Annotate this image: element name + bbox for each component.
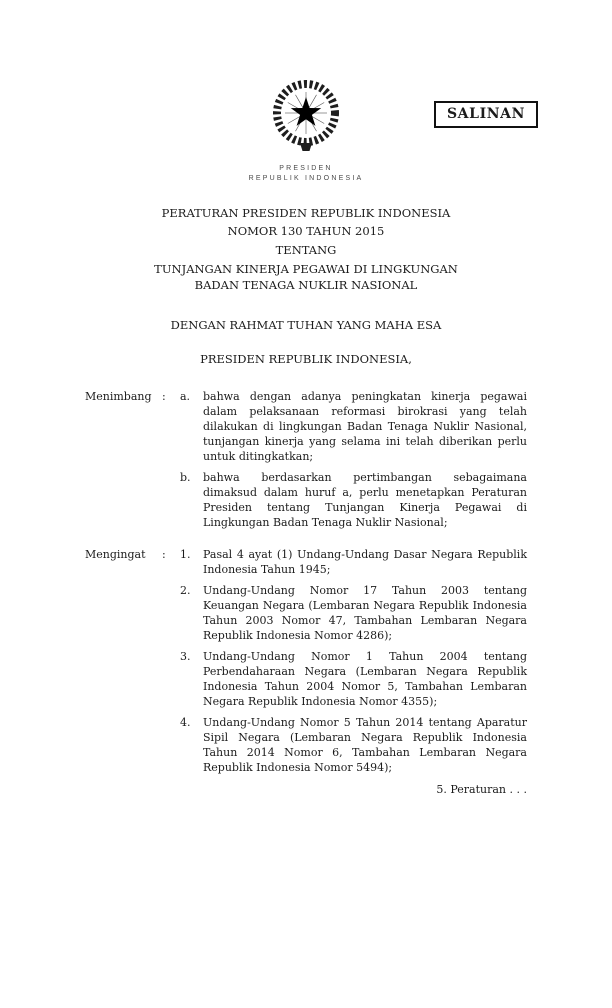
subject-line2: BADAN TENAGA NUKLIR NASIONAL bbox=[194, 277, 418, 292]
item-text: Pasal 4 ayat (1) Undang-Undang Dasar Negara Republik Indonesia Tahun 1945; bbox=[203, 548, 527, 577]
item-marker: 4. bbox=[180, 716, 191, 730]
item-text: bahwa berdasarkan pertimbangan sebagaimana dimaksud dalam huruf a, perlu menetapkan Peraturan Presiden tentang Tunjangan Kinerja Pegawai di Lingkungan Badan Tenaga Nuklir Nasional; bbox=[203, 471, 527, 530]
list-item bbox=[180, 649, 527, 709]
item-marker: 3. bbox=[180, 650, 191, 664]
title-block bbox=[85, 204, 527, 368]
list-item bbox=[180, 583, 527, 643]
letterhead bbox=[85, 164, 527, 184]
item-marker: b. bbox=[180, 471, 191, 485]
document-body bbox=[85, 389, 527, 797]
list-item bbox=[180, 715, 527, 775]
mengingat-colon: : bbox=[162, 548, 166, 562]
item-marker: 1. bbox=[180, 548, 191, 562]
subject-line1: TUNJANGAN KINERJA PEGAWAI DI LINGKUNGAN bbox=[154, 262, 458, 277]
mengingat-clause bbox=[85, 547, 527, 775]
tentang-label: TENTANG bbox=[275, 243, 337, 258]
mengingat-items bbox=[180, 547, 527, 775]
page-catchword: 5. Peraturan . . . bbox=[436, 783, 527, 797]
menimbang-label: Menimbang bbox=[85, 390, 152, 404]
item-marker: a. bbox=[180, 390, 191, 404]
item-marker: 2. bbox=[180, 584, 191, 598]
item-text: Undang-Undang Nomor 5 Tahun 2014 tentang Aparatur Sipil Negara (Lembaran Negara Republik Indonesia Tahun 2014 Nomor 6, Tambahan Lembaran Negara Republik Indonesia Nomor 5494); bbox=[203, 716, 527, 775]
item-text: Undang-Undang Nomor 17 Tahun 2003 tentang Keuangan Negara (Lembaran Negara Republik Indonesia Tahun 2003 Nomor 47, Tambahan Lembaran Negara Republik Indonesia Nomor 4286); bbox=[203, 584, 527, 643]
menimbang-colon: : bbox=[162, 390, 166, 404]
presidential-seal-icon bbox=[268, 76, 344, 156]
item-text: bahwa dengan adanya peningkatan kinerja pegawai dalam pelaksanaan reformasi birokrasi yang telah dilakukan di lingkungan Badan Tenaga Nuklir Nasional, tunjangan kinerja yang selama ini telah diberikan perlu untuk ditingkatkan; bbox=[203, 390, 527, 464]
regulation-number: NOMOR 130 TAHUN 2015 bbox=[227, 224, 385, 239]
invocation-line: DENGAN RAHMAT TUHAN YANG MAHA ESA bbox=[170, 318, 442, 333]
list-item bbox=[180, 547, 527, 577]
list-item bbox=[180, 470, 527, 530]
menimbang-clause bbox=[85, 389, 527, 530]
regulation-heading: PERATURAN PRESIDEN REPUBLIK INDONESIA bbox=[161, 206, 451, 221]
authority-line: PRESIDEN REPUBLIK INDONESIA, bbox=[200, 352, 412, 367]
letterhead-line1: PRESIDEN bbox=[279, 165, 333, 172]
salinan-label: SALINAN bbox=[446, 106, 525, 122]
mengingat-label: Mengingat bbox=[85, 548, 146, 562]
letterhead-line2: REPUBLIK INDONESIA bbox=[248, 175, 364, 183]
salinan-stamp bbox=[434, 101, 538, 128]
menimbang-items bbox=[180, 389, 527, 530]
list-item bbox=[180, 389, 527, 464]
item-text: Undang-Undang Nomor 1 Tahun 2004 tentang Perbendaharaan Negara (Lembaran Negara Republik Indonesia Tahun 2004 Nomor 5, Tambahan Lembaran Negara Republik Indonesia Nomor 4355); bbox=[203, 650, 527, 709]
